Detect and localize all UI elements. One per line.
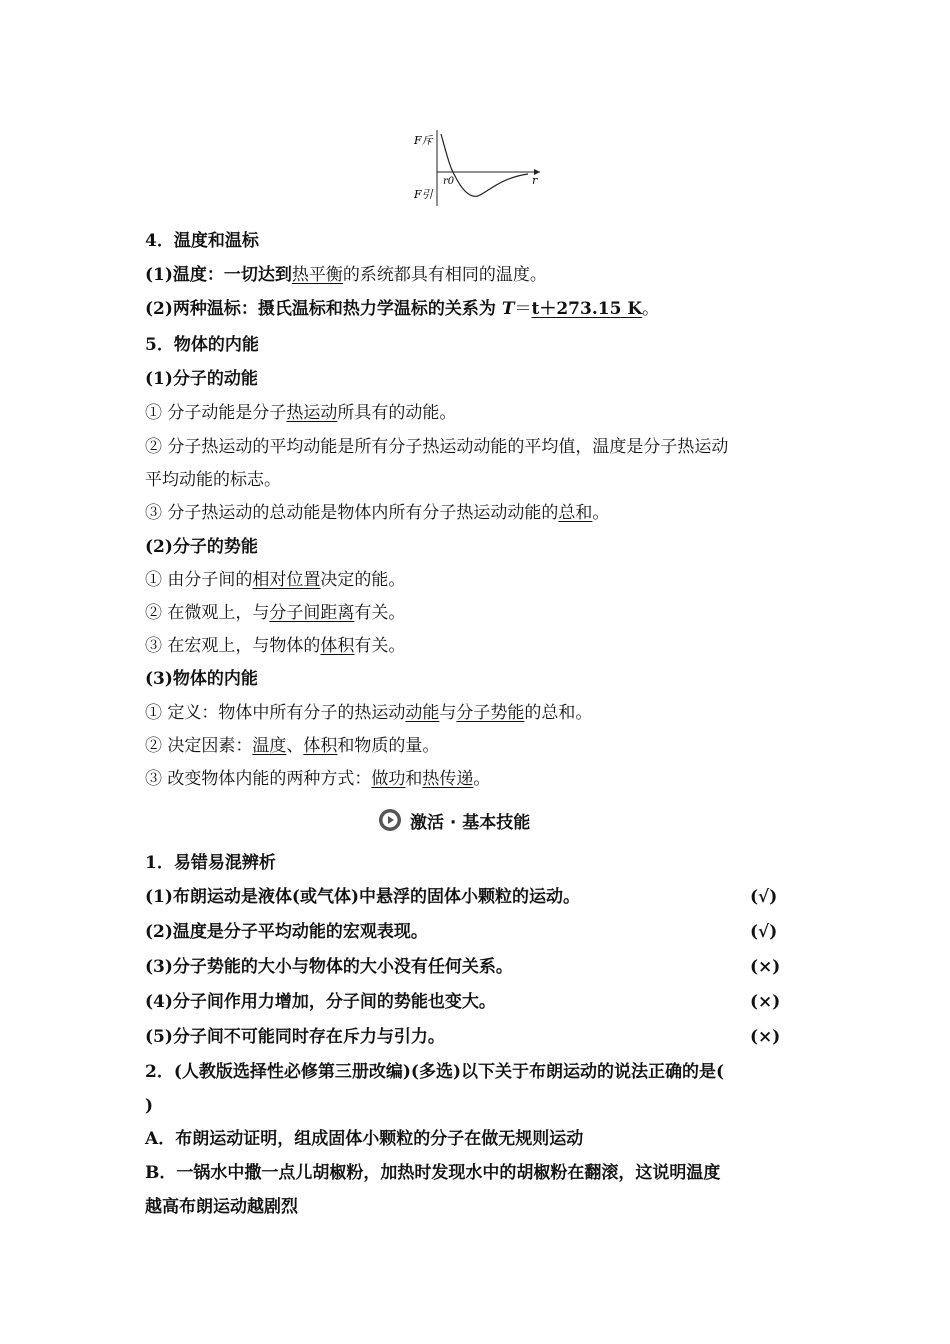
subsection-potential-title: (2)分子的势能: [145, 537, 258, 557]
text: 所具有的动能。: [337, 403, 457, 423]
internal-energy-item-3: [145, 767, 490, 791]
text: 有关。: [354, 603, 406, 623]
text: 的总和。: [524, 703, 593, 723]
text: 和: [405, 769, 423, 789]
text: ① 分子动能是分子: [145, 403, 287, 423]
blank-answer: 热传递: [422, 769, 474, 789]
question-1-title: 1．易错易混辨析: [145, 853, 276, 873]
question-2-stem-line-2: ): [145, 1096, 154, 1116]
judgement-item-5: (5)分子间不可能同时存在斥力与引力。: [145, 1027, 445, 1047]
temperature-scales: [145, 297, 659, 321]
text: ③ 分子热运动的总动能是物体内所有分子热运动动能的: [145, 503, 559, 523]
blank-answer: 体积: [303, 736, 338, 756]
subsection-internal-energy-title: (3)物体的内能: [145, 669, 258, 689]
blank-answer: 体积: [320, 636, 355, 656]
force-distance-graph: [410, 128, 545, 208]
option-b-line-1: B．一锅水中撒一点儿胡椒粉，加热时发现水中的胡椒粉在翻滚，这说明温度: [145, 1163, 721, 1183]
judgement-item-4: (4)分子间作用力增加，分子间的势能也变大。: [145, 992, 496, 1012]
text: 、: [286, 736, 304, 756]
kinetic-item-1: [145, 401, 456, 425]
subsection-kinetic-title: (1)分子的动能: [145, 369, 258, 389]
text: ② 决定因素：: [145, 736, 253, 756]
judgement-item-3: (3)分子势能的大小与物体的大小没有任何关系。: [145, 957, 513, 977]
blank-answer: 动能: [405, 703, 440, 723]
judgement-mark-2: (√): [750, 922, 778, 942]
section-5-title: 5．物体的内能: [145, 335, 259, 355]
text: 有关。: [354, 636, 406, 656]
internal-energy-item-2: [145, 734, 439, 758]
judgement-mark-4: (×): [750, 992, 781, 1012]
symbol-T: T: [501, 299, 515, 319]
judgement-mark-5: (×): [750, 1027, 781, 1047]
banner-title: 激活 · 基本技能: [410, 812, 531, 833]
judgement-mark-1: (√): [750, 887, 778, 907]
text: ③ 改变物体内能的两种方式：: [145, 769, 372, 789]
kinetic-item-2-line-1: ② 分子热运动的平均动能是所有分子热运动动能的平均值，温度是分子热运动: [145, 437, 729, 457]
text: ① 定义：物体中所有分子的热运动: [145, 703, 406, 723]
blank-answer: 热平衡: [291, 265, 343, 285]
label-f-attract: F引: [414, 188, 433, 201]
potential-item-2: [145, 601, 405, 625]
blank-answer: t＋273.15 K: [531, 299, 643, 319]
section-4-title: 4．温度和温标: [145, 231, 259, 251]
judgement-item-1: (1)布朗运动是液体(或气体)中悬浮的固体小颗粒的运动。: [145, 887, 581, 907]
section-banner: [378, 806, 530, 834]
blank-answer: 分子势能: [456, 703, 525, 723]
text: ② 在微观上，与: [145, 603, 270, 623]
text: 的系统都具有相同的温度。: [342, 265, 547, 285]
option-b-line-2: 越高布朗运动越剧烈: [145, 1197, 298, 1217]
question-2-stem-line-1: 2．(人教版选择性必修第三册改编)(多选)以下关于布朗运动的说法正确的是(: [145, 1062, 725, 1082]
text: 和物质的量。: [337, 736, 440, 756]
text: ① 由分子间的: [145, 570, 253, 590]
label-r0: r0: [443, 176, 455, 187]
label-r: r: [532, 174, 538, 187]
potential-item-1: [145, 568, 405, 592]
judgement-mark-3: (×): [750, 957, 781, 977]
potential-item-3: [145, 634, 405, 658]
text: (2)两种温标：摄氏温标和热力学温标的关系为: [145, 299, 502, 319]
blank-answer: 热运动: [286, 403, 338, 423]
text: 。: [592, 503, 610, 523]
text: ③ 在宏观上，与物体的: [145, 636, 321, 656]
judgement-item-2: (2)温度是分子平均动能的宏观表现。: [145, 922, 428, 942]
text: 决定的能。: [320, 570, 406, 590]
blank-answer: 相对位置: [252, 570, 321, 590]
text: 。: [642, 299, 660, 319]
kinetic-item-3: [145, 501, 609, 525]
equals: ＝: [514, 299, 532, 319]
internal-energy-item-1: [145, 701, 592, 725]
text: 。: [473, 769, 491, 789]
blank-answer: 温度: [252, 736, 287, 756]
label-f-repulse: F斥: [414, 134, 433, 147]
play-icon: [378, 808, 402, 832]
blank-answer: 分子间距离: [269, 603, 355, 623]
temperature-definition: [145, 263, 547, 287]
blank-answer: 做功: [371, 769, 406, 789]
text: 与: [439, 703, 457, 723]
text: (1)温度：一切达到: [145, 265, 292, 285]
kinetic-item-2-line-2: 平均动能的标志。: [145, 470, 281, 490]
option-a: A．布朗运动证明，组成固体小颗粒的分子在做无规则运动: [145, 1129, 584, 1149]
blank-answer: 总和: [558, 503, 593, 523]
